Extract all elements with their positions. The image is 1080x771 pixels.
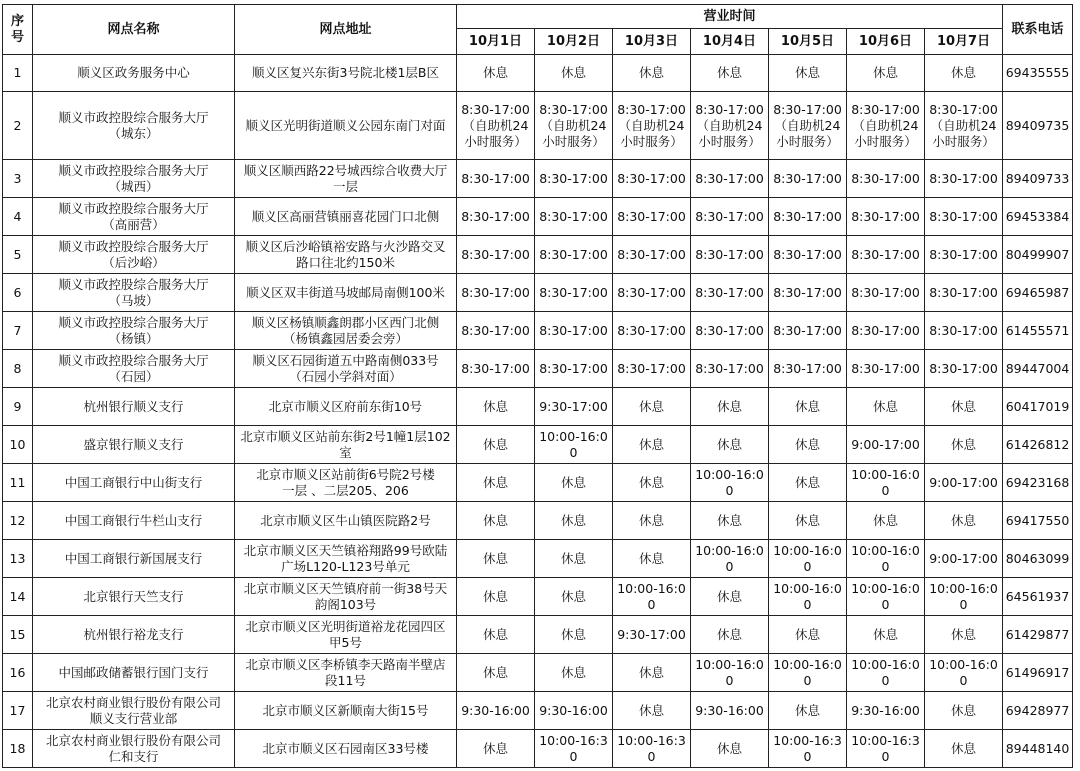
cell-hours: 休息 <box>769 616 847 654</box>
cell-hours: 休息 <box>769 464 847 502</box>
cell-hours: 休息 <box>769 55 847 92</box>
cell-hours: 8:30-17:00 <box>691 350 769 388</box>
cell-hours: 休息 <box>457 616 535 654</box>
cell-hours: 8:30-17:00 <box>457 198 535 236</box>
cell-hours: 8:30-17:00 <box>847 350 925 388</box>
cell-phone: 61426812 <box>1003 426 1073 464</box>
cell-hours: 休息 <box>535 578 613 616</box>
cell-hours: 8:30-17:00 <box>847 312 925 350</box>
cell-hours: 8:30-17:00 <box>847 198 925 236</box>
cell-address: 顺义区复兴东街3号院北楼1层B区 <box>235 55 457 92</box>
header-hours: 营业时间 <box>457 5 1003 29</box>
table-row <box>3 730 1073 768</box>
cell-phone: 69453384 <box>1003 198 1073 236</box>
cell-phone: 60417019 <box>1003 388 1073 426</box>
cell-hours: 8:30-17:00 <box>925 350 1003 388</box>
cell-seq: 8 <box>3 350 33 388</box>
table-row <box>3 540 1073 578</box>
cell-hours: 8:30-17:00 <box>925 236 1003 274</box>
cell-seq: 11 <box>3 464 33 502</box>
cell-hours: 休息 <box>535 654 613 692</box>
cell-hours: 8:30-17:00 <box>691 274 769 312</box>
cell-name: 北京农村商业银行股份有限公司 顺义支行营业部 <box>33 692 235 730</box>
cell-hours: 休息 <box>613 540 691 578</box>
cell-hours: 8:30-17:00 <box>457 160 535 198</box>
cell-hours: 休息 <box>925 388 1003 426</box>
cell-hours: 8:30-17:00 <box>769 274 847 312</box>
cell-seq: 15 <box>3 616 33 654</box>
cell-hours: 8:30-17:00 （自助机24 小时服务） <box>535 92 613 160</box>
cell-phone: 89447004 <box>1003 350 1073 388</box>
cell-name: 顺义市政控股综合服务大厅 （后沙峪） <box>33 236 235 274</box>
cell-name: 顺义市政控股综合服务大厅 （马坡） <box>33 274 235 312</box>
cell-hours: 休息 <box>925 692 1003 730</box>
cell-hours: 8:30-17:00 <box>457 274 535 312</box>
cell-seq: 12 <box>3 502 33 540</box>
cell-hours: 休息 <box>847 55 925 92</box>
cell-hours: 10:00-16:30 <box>535 730 613 768</box>
cell-hours: 休息 <box>457 55 535 92</box>
cell-name: 杭州银行顺义支行 <box>33 388 235 426</box>
cell-seq: 18 <box>3 730 33 768</box>
cell-hours: 10:00-16:00 <box>925 654 1003 692</box>
cell-phone: 61496917 <box>1003 654 1073 692</box>
table-row <box>3 198 1073 236</box>
cell-hours: 10:00-16:00 <box>847 654 925 692</box>
cell-hours: 10:00-16:00 <box>847 578 925 616</box>
cell-hours: 8:30-17:00 （自助机24 小时服务） <box>613 92 691 160</box>
cell-hours: 10:00-16:00 <box>769 578 847 616</box>
cell-seq: 7 <box>3 312 33 350</box>
cell-hours: 8:30-17:00 <box>613 312 691 350</box>
cell-hours: 10:00-16:00 <box>691 654 769 692</box>
cell-hours: 休息 <box>691 55 769 92</box>
table-row <box>3 616 1073 654</box>
cell-hours: 9:00-17:00 <box>925 540 1003 578</box>
business-hours-table <box>2 4 1073 768</box>
cell-hours: 休息 <box>457 578 535 616</box>
cell-seq: 2 <box>3 92 33 160</box>
cell-hours: 8:30-17:00 <box>925 198 1003 236</box>
cell-hours: 8:30-17:00 <box>457 312 535 350</box>
cell-hours: 10:00-16:00 <box>691 540 769 578</box>
cell-seq: 3 <box>3 160 33 198</box>
table-row <box>3 502 1073 540</box>
cell-phone: 69435555 <box>1003 55 1073 92</box>
header-row <box>3 5 1073 29</box>
cell-hours: 休息 <box>691 730 769 768</box>
cell-phone: 69428977 <box>1003 692 1073 730</box>
cell-hours: 休息 <box>457 654 535 692</box>
cell-seq: 16 <box>3 654 33 692</box>
cell-hours: 8:30-17:00 <box>925 312 1003 350</box>
cell-address: 顺义区双丰街道马坡邮局南侧100米 <box>235 274 457 312</box>
cell-name: 中国邮政储蓄银行国门支行 <box>33 654 235 692</box>
header-day: 10月1日 <box>457 29 535 55</box>
cell-hours: 休息 <box>457 502 535 540</box>
cell-name: 顺义市政控股综合服务大厅 （城西） <box>33 160 235 198</box>
cell-phone: 64561937 <box>1003 578 1073 616</box>
cell-name: 北京银行天竺支行 <box>33 578 235 616</box>
header-day: 10月5日 <box>769 29 847 55</box>
cell-seq: 1 <box>3 55 33 92</box>
cell-hours: 休息 <box>613 388 691 426</box>
cell-hours: 9:30-17:00 <box>613 616 691 654</box>
cell-hours: 8:30-17:00 <box>613 160 691 198</box>
cell-hours: 休息 <box>613 464 691 502</box>
cell-hours: 8:30-17:00 <box>847 236 925 274</box>
cell-hours: 10:00-16:00 <box>535 426 613 464</box>
cell-phone: 80499907 <box>1003 236 1073 274</box>
cell-hours: 10:00-16:00 <box>847 540 925 578</box>
cell-name: 中国工商银行牛栏山支行 <box>33 502 235 540</box>
cell-hours: 休息 <box>613 502 691 540</box>
cell-hours: 休息 <box>535 502 613 540</box>
cell-address: 北京市顺义区牛山镇医院路2号 <box>235 502 457 540</box>
table-row <box>3 274 1073 312</box>
table-row <box>3 350 1073 388</box>
cell-address: 顺义区光明街道顺义公园东南门对面 <box>235 92 457 160</box>
cell-hours: 休息 <box>769 502 847 540</box>
cell-phone: 89409733 <box>1003 160 1073 198</box>
cell-address: 顺义区高丽营镇丽喜花园门口北侧 <box>235 198 457 236</box>
cell-address: 北京市顺义区府前东街10号 <box>235 388 457 426</box>
cell-name: 杭州银行裕龙支行 <box>33 616 235 654</box>
cell-hours: 8:30-17:00 <box>535 236 613 274</box>
table-row <box>3 654 1073 692</box>
cell-hours: 10:00-16:30 <box>769 730 847 768</box>
cell-hours: 休息 <box>613 55 691 92</box>
cell-phone: 61429877 <box>1003 616 1073 654</box>
cell-hours: 8:30-17:00 <box>535 198 613 236</box>
cell-name: 北京农村商业银行股份有限公司 仁和支行 <box>33 730 235 768</box>
cell-address: 北京市顺义区李桥镇李天路南半壁店 段11号 <box>235 654 457 692</box>
cell-hours: 8:30-17:00 <box>847 160 925 198</box>
cell-hours: 8:30-17:00 （自助机24 小时服务） <box>925 92 1003 160</box>
cell-hours: 8:30-17:00 <box>613 350 691 388</box>
cell-hours: 8:30-17:00 （自助机24 小时服务） <box>691 92 769 160</box>
cell-hours: 8:30-17:00 （自助机24 小时服务） <box>769 92 847 160</box>
cell-hours: 休息 <box>691 388 769 426</box>
cell-seq: 4 <box>3 198 33 236</box>
cell-seq: 17 <box>3 692 33 730</box>
header-day: 10月3日 <box>613 29 691 55</box>
table-row <box>3 236 1073 274</box>
cell-hours: 休息 <box>535 616 613 654</box>
cell-hours: 休息 <box>847 502 925 540</box>
cell-hours: 10:00-16:00 <box>613 578 691 616</box>
cell-hours: 休息 <box>613 426 691 464</box>
cell-hours: 休息 <box>457 464 535 502</box>
cell-hours: 休息 <box>769 692 847 730</box>
cell-name: 盛京银行顺义支行 <box>33 426 235 464</box>
table-row <box>3 312 1073 350</box>
cell-hours: 9:00-17:00 <box>925 464 1003 502</box>
cell-hours: 8:30-17:00 <box>769 198 847 236</box>
cell-hours: 休息 <box>613 654 691 692</box>
cell-hours: 8:30-17:00 <box>691 160 769 198</box>
cell-hours: 10:00-16:00 <box>769 654 847 692</box>
cell-hours: 休息 <box>613 692 691 730</box>
cell-hours: 8:30-17:00 <box>925 274 1003 312</box>
header-day: 10月7日 <box>925 29 1003 55</box>
cell-hours: 休息 <box>457 426 535 464</box>
cell-hours: 9:30-16:00 <box>457 692 535 730</box>
cell-seq: 5 <box>3 236 33 274</box>
cell-address: 北京市顺义区新顺南大街15号 <box>235 692 457 730</box>
cell-hours: 8:30-17:00 <box>535 274 613 312</box>
cell-address: 北京市顺义区天竺镇裕翔路99号欧陆 广场L120-L123号单元 <box>235 540 457 578</box>
cell-address: 北京市顺义区天竺镇府前一街38号天 韵阁103号 <box>235 578 457 616</box>
cell-address: 北京市顺义区站前街6号院2号楼 一层 、二层205、206 <box>235 464 457 502</box>
cell-hours: 8:30-17:00 <box>613 274 691 312</box>
table-row <box>3 692 1073 730</box>
cell-name: 顺义市政控股综合服务大厅 （城东） <box>33 92 235 160</box>
cell-phone: 69423168 <box>1003 464 1073 502</box>
cell-hours: 休息 <box>769 426 847 464</box>
cell-address: 北京市顺义区站前东街2号1幢1层102 室 <box>235 426 457 464</box>
cell-seq: 9 <box>3 388 33 426</box>
cell-hours: 8:30-17:00 （自助机24 小时服务） <box>847 92 925 160</box>
table-row <box>3 160 1073 198</box>
header-address: 网点地址 <box>235 5 457 55</box>
header-seq: 序号 <box>3 5 33 55</box>
cell-hours: 休息 <box>457 388 535 426</box>
cell-hours: 8:30-17:00 <box>535 160 613 198</box>
cell-hours: 9:30-16:00 <box>535 692 613 730</box>
table-row <box>3 92 1073 160</box>
schedule-sheet <box>2 4 1073 768</box>
cell-hours: 休息 <box>535 464 613 502</box>
header-day: 10月2日 <box>535 29 613 55</box>
cell-hours: 休息 <box>535 55 613 92</box>
cell-hours: 10:00-16:00 <box>847 464 925 502</box>
cell-hours: 10:00-16:00 <box>769 540 847 578</box>
cell-phone: 69465987 <box>1003 274 1073 312</box>
cell-name: 顺义市政控股综合服务大厅 （杨镇） <box>33 312 235 350</box>
cell-hours: 10:00-16:30 <box>847 730 925 768</box>
table-row <box>3 426 1073 464</box>
cell-address: 北京市顺义区石园南区33号楼 <box>235 730 457 768</box>
table-body <box>3 55 1073 768</box>
cell-hours: 休息 <box>925 730 1003 768</box>
cell-phone: 80463099 <box>1003 540 1073 578</box>
cell-name: 中国工商银行中山街支行 <box>33 464 235 502</box>
table-row <box>3 55 1073 92</box>
cell-hours: 休息 <box>847 616 925 654</box>
cell-hours: 休息 <box>691 578 769 616</box>
header-name: 网点名称 <box>33 5 235 55</box>
cell-seq: 6 <box>3 274 33 312</box>
cell-hours: 8:30-17:00 <box>847 274 925 312</box>
cell-hours: 8:30-17:00 <box>769 160 847 198</box>
cell-seq: 13 <box>3 540 33 578</box>
cell-hours: 8:30-17:00 <box>535 312 613 350</box>
cell-hours: 8:30-17:00 <box>457 350 535 388</box>
cell-hours: 休息 <box>925 426 1003 464</box>
cell-hours: 9:30-16:00 <box>847 692 925 730</box>
cell-hours: 休息 <box>925 616 1003 654</box>
cell-name: 顺义市政控股综合服务大厅 （高丽营） <box>33 198 235 236</box>
cell-hours: 休息 <box>925 55 1003 92</box>
cell-phone: 69417550 <box>1003 502 1073 540</box>
cell-phone: 89409735 <box>1003 92 1073 160</box>
cell-phone: 61455571 <box>1003 312 1073 350</box>
cell-hours: 9:30-16:00 <box>691 692 769 730</box>
cell-hours: 休息 <box>691 502 769 540</box>
cell-hours: 休息 <box>691 426 769 464</box>
cell-hours: 8:30-17:00 <box>457 236 535 274</box>
cell-name: 顺义区政务服务中心 <box>33 55 235 92</box>
cell-hours: 休息 <box>925 502 1003 540</box>
cell-name: 中国工商银行新国展支行 <box>33 540 235 578</box>
cell-hours: 8:30-17:00 <box>613 198 691 236</box>
table-row <box>3 388 1073 426</box>
cell-hours: 8:30-17:00 <box>613 236 691 274</box>
cell-hours: 8:30-17:00 <box>769 236 847 274</box>
cell-seq: 10 <box>3 426 33 464</box>
cell-phone: 89448140 <box>1003 730 1073 768</box>
cell-address: 顺义区后沙峪镇裕安路与火沙路交叉 路口往北约150米 <box>235 236 457 274</box>
cell-hours: 8:30-17:00 （自助机24 小时服务） <box>457 92 535 160</box>
cell-hours: 9:00-17:00 <box>847 426 925 464</box>
cell-hours: 休息 <box>457 540 535 578</box>
cell-hours: 8:30-17:00 <box>769 312 847 350</box>
cell-seq: 14 <box>3 578 33 616</box>
cell-address: 顺义区顺西路22号城西综合收费大厅 一层 <box>235 160 457 198</box>
cell-address: 顺义区石园街道五中路南侧033号 （石园小学斜对面） <box>235 350 457 388</box>
cell-hours: 8:30-17:00 <box>691 312 769 350</box>
cell-hours: 8:30-17:00 <box>769 350 847 388</box>
table-row <box>3 578 1073 616</box>
cell-address: 顺义区杨镇顺鑫朗郡小区西门北侧 （杨镇鑫园居委会旁） <box>235 312 457 350</box>
cell-hours: 休息 <box>457 730 535 768</box>
table-row <box>3 464 1073 502</box>
cell-hours: 10:00-16:00 <box>691 464 769 502</box>
cell-hours: 9:30-17:00 <box>535 388 613 426</box>
cell-hours: 休息 <box>535 540 613 578</box>
cell-hours: 休息 <box>769 388 847 426</box>
cell-hours: 8:30-17:00 <box>691 198 769 236</box>
cell-hours: 8:30-17:00 <box>691 236 769 274</box>
cell-hours: 休息 <box>847 388 925 426</box>
cell-address: 北京市顺义区光明街道裕龙花园四区 甲5号 <box>235 616 457 654</box>
cell-hours: 休息 <box>691 616 769 654</box>
cell-hours: 8:30-17:00 <box>925 160 1003 198</box>
header-day: 10月4日 <box>691 29 769 55</box>
header-day: 10月6日 <box>847 29 925 55</box>
cell-hours: 10:00-16:30 <box>613 730 691 768</box>
cell-hours: 8:30-17:00 <box>535 350 613 388</box>
header-phone: 联系电话 <box>1003 5 1073 55</box>
cell-name: 顺义市政控股综合服务大厅 （石园） <box>33 350 235 388</box>
cell-hours: 10:00-16:00 <box>925 578 1003 616</box>
